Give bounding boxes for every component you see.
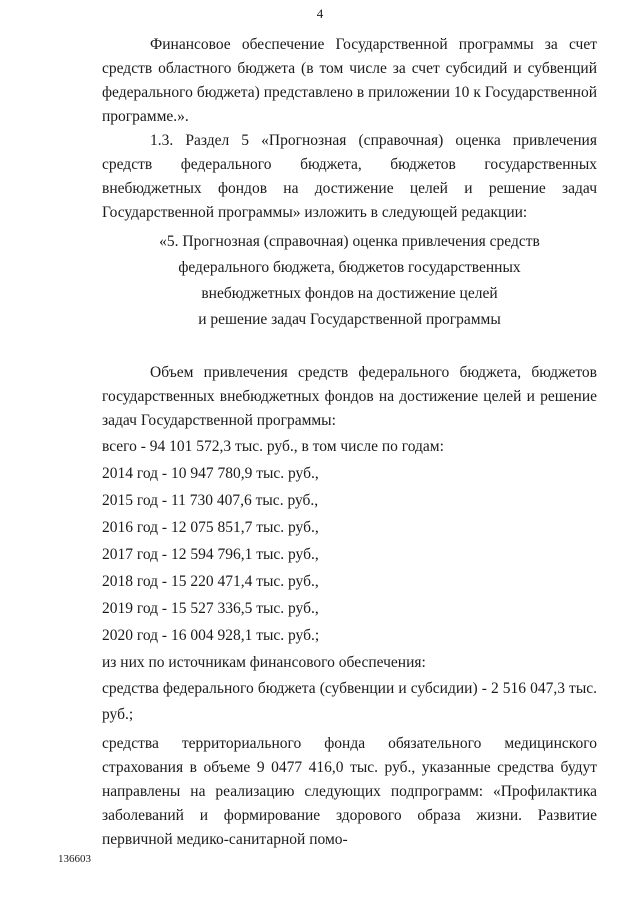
year-line: 2014 год - 10 947 780,9 тыс. руб.,	[102, 465, 319, 482]
section-heading-line: федерального бюджета, бюджетов государственных	[178, 259, 521, 276]
year-line: 2015 год - 11 730 407,6 тыс. руб.,	[102, 492, 319, 509]
total-line: всего - 94 101 572,3 тыс. руб., в том числе по годам:	[102, 438, 444, 455]
sources-intro: из них по источникам финансового обеспечения:	[102, 654, 426, 671]
document-body	[102, 33, 597, 852]
fund-paragraph: средства территориального фонда обязательного медицинского страхования в объеме 9 0477 416,0 тыс. руб., указанные средства будут направлены на реализацию следующих подпрограмм: «Профилактика заболеваний и формирование здорового образа жизни. Развитие первичной медико-санитарной помо-	[102, 735, 597, 848]
year-line: 2016 год - 12 075 851,7 тыс. руб.,	[102, 519, 319, 536]
page-number: 4	[316, 6, 324, 21]
year-line: 2017 год - 12 594 796,1 тыс. руб.,	[102, 546, 319, 563]
document-code: 136603	[58, 853, 91, 865]
section-heading-line: внебюджетных фондов на достижение целей	[201, 285, 498, 302]
paragraph-volume-intro: Объем привлечения средств федерального бюджета, бюджетов государственных внебюджетных фондов на достижение целей и решение задач Государственной программы:	[102, 364, 597, 429]
section-heading-line: и решение задач Государственной программы	[198, 311, 501, 328]
paragraph-section5-amendment: 1.3. Раздел 5 «Прогнозная (справочная) оценка привлечения средств федерального бюджета, бюджетов государственных внебюджетных фондов на достижение целей и решение задач Государственной программы» изложить в следующей редакции:	[102, 132, 597, 221]
section-heading	[102, 229, 597, 333]
federal-budget-line: средства федерального бюджета (субвенции и субсидии) - 2 516 047,3 тыс. руб.;	[102, 680, 597, 723]
section-heading-line: «5. Прогнозная (справочная) оценка привлечения средств	[159, 233, 540, 250]
year-line: 2018 год - 15 220 471,4 тыс. руб.,	[102, 573, 319, 590]
year-line: 2019 год - 15 527 336,5 тыс. руб.,	[102, 600, 319, 617]
paragraph-financing: Финансовое обеспечение Государственной программы за счет средств областного бюджета (в том числе за счет субсидий и субвенций федерального бюджета) представлено в приложении 10 к Государственной программе.».	[102, 36, 597, 125]
year-line: 2020 год - 16 004 928,1 тыс. руб.;	[102, 627, 320, 644]
